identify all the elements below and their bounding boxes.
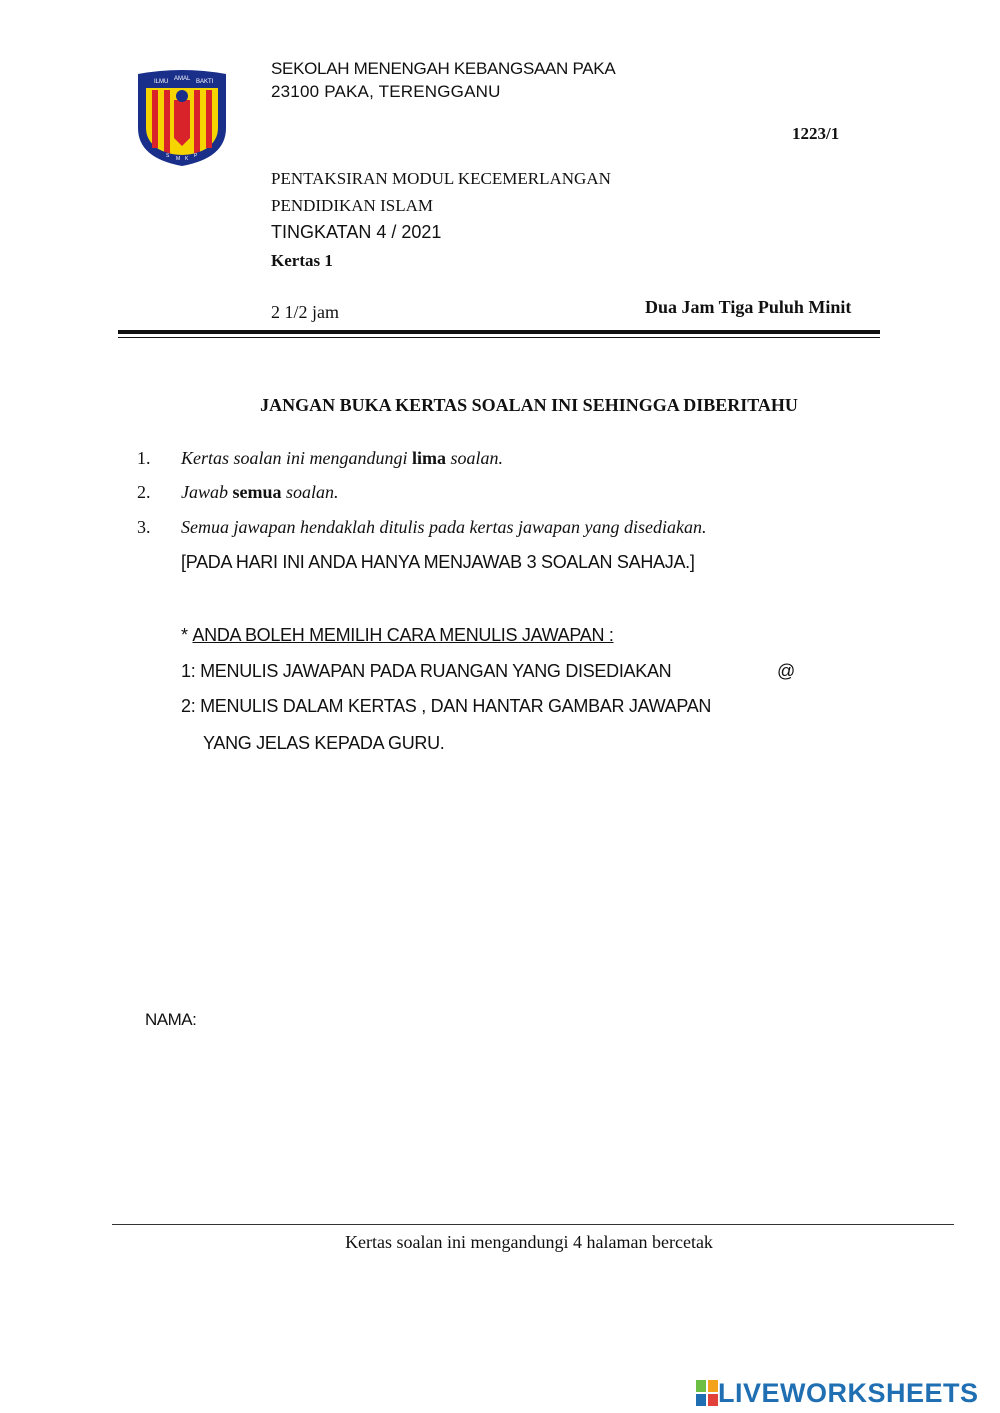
options-heading: * ANDA BOLEH MEMILIH CARA MENULIS JAWAPAN : [181, 625, 614, 645]
instruction-2: Jawab semua soalan. [181, 482, 339, 502]
svg-text:BAKTI: BAKTI [196, 79, 214, 85]
options-heading-text: ANDA BOLEH MEMILIH CARA MENULIS JAWAPAN : [192, 625, 614, 645]
svg-text:S: S [166, 153, 170, 159]
exam-level: TINGKATAN 4 / 2021 [271, 222, 442, 242]
svg-text:K: K [185, 156, 189, 162]
footer-text: Kertas soalan ini mengandungi 4 halaman bercetak [345, 1232, 713, 1252]
duration-short: 2 1/2 jam [271, 302, 339, 322]
svg-text:P: P [194, 153, 198, 159]
or-symbol: @ [777, 661, 795, 681]
svg-text:M: M [176, 156, 181, 162]
school-name: SEKOLAH MENENGAH KEBANGSAAN PAKA [271, 59, 616, 78]
instruction-number: 3. [137, 517, 151, 537]
footer-rule [112, 1224, 954, 1225]
option-2-continued: YANG JELAS KEPADA GURU. [203, 733, 445, 753]
svg-text:ILMU: ILMU [154, 79, 169, 85]
option-1: 1: MENULIS JAWAPAN PADA RUANGAN YANG DISEDIAKAN [181, 661, 672, 681]
school-address: 23100 PAKA, TERENGGANU [271, 82, 501, 101]
header-rule-thick [118, 330, 880, 334]
name-label: NAMA: [145, 1010, 197, 1029]
warning-heading: JANGAN BUKA KERTAS SOALAN INI SEHINGGA DIBERITAHU [260, 395, 798, 415]
instruction-number: 1. [137, 448, 151, 468]
exam-paper: Kertas 1 [271, 251, 333, 270]
exam-title: PENTAKSIRAN MODUL KECEMERLANGAN [271, 169, 611, 188]
liveworksheets-icon [696, 1380, 718, 1406]
answer-note: [PADA HARI INI ANDA HANYA MENJAWAB 3 SOALAN SAHAJA.] [181, 552, 695, 572]
exam-subject: PENDIDIKAN ISLAM [271, 196, 433, 215]
header-rule-thin [118, 337, 880, 338]
paper-code: 1223/1 [792, 124, 840, 143]
instruction-3: Semua jawapan hendaklah ditulis pada kertas jawapan yang disediakan. [181, 517, 707, 537]
instruction-number: 2. [137, 482, 151, 502]
duration-long: Dua Jam Tiga Puluh Minit [645, 297, 852, 317]
school-crest-logo [134, 66, 230, 168]
svg-text:AMAL: AMAL [174, 76, 191, 82]
instruction-1: Kertas soalan ini mengandungi lima soalan. [181, 448, 504, 468]
liveworksheets-watermark [696, 1378, 979, 1408]
liveworksheets-text: LIVEWORKSHEETS [718, 1377, 979, 1408]
option-2: 2: MENULIS DALAM KERTAS , DAN HANTAR GAMBAR JAWAPAN [181, 696, 712, 716]
